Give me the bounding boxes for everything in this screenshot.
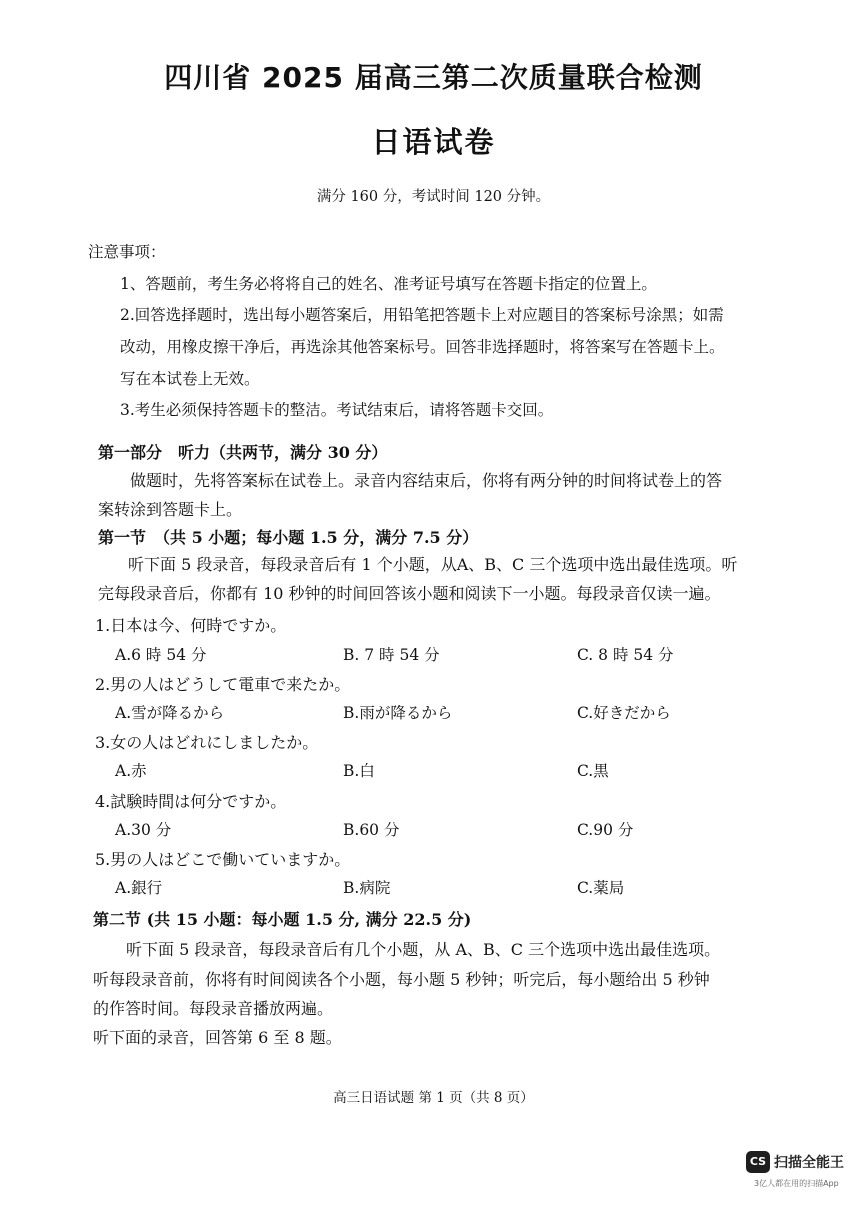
option-a: A.赤 <box>115 762 147 780</box>
scanner-watermark <box>746 1148 861 1218</box>
option-b: B. 7 時 54 分 <box>343 646 440 664</box>
section2-prompt: 听下面的录音，回答第 6 至 8 题。 <box>93 1028 342 1047</box>
notice-heading: 注意事项： <box>88 243 166 261</box>
question-1: 1.日本は今、何時ですか。 <box>95 616 287 635</box>
scanner-tagline: 3亿人都在用的扫描App <box>754 1179 839 1188</box>
section2-heading: 第二节 (共 15 小题：每小题 1.5 分, 满分 22.5 分) <box>93 910 472 929</box>
option-b: B.病院 <box>343 879 391 897</box>
section1-heading: 第一节 （共 5 小题；每小题 1.5 分，满分 7.5 分） <box>98 528 479 547</box>
option-c: C.黒 <box>577 762 609 780</box>
option-b: B.雨が降るから <box>343 704 453 722</box>
exam-subtitle: 日语试卷 <box>371 125 496 159</box>
option-a: A.6 時 54 分 <box>115 646 207 664</box>
notice-item: 3.考生必须保持答题卡的整洁。考试结束后，请将答题卡交回。 <box>120 401 554 419</box>
exam-meta: 满分 160 分，考试时间 120 分钟。 <box>316 189 551 205</box>
option-a: A.銀行 <box>115 879 163 897</box>
scanner-logo-icon: CS <box>746 1151 770 1173</box>
notice-item: 改动，用橡皮擦干净后，再选涂其他答案标号。回答非选择题时，将答案写在答题卡上。 <box>120 338 725 356</box>
question-3: 3.女の人はどれにしましたか。 <box>95 733 319 752</box>
part1-instruction: 做题时，先将答案标在试卷上。录音内容结束后，你将有两分钟的时间将试卷上的答 <box>130 471 723 490</box>
section2-instruction: 的作答时间。每段录音播放两遍。 <box>93 999 334 1018</box>
scanner-name: 扫描全能王 <box>774 1155 844 1171</box>
page-footer: 高三日语试题 第 1 页（共 8 页） <box>333 1090 534 1106</box>
option-c: C.90 分 <box>577 821 634 839</box>
section1-instruction: 听下面 5 段录音，每段录音后有 1 个小题，从A、B、C 三个选项中选出最佳选项。听 <box>128 555 738 574</box>
section2-instruction: 听下面 5 段录音，每段录音后有几个小题，从 A、B、C 三个选项中选出最佳选项。 <box>126 940 721 959</box>
part1-instruction: 案转涂到答题卡上。 <box>98 500 243 519</box>
notice-item: 1、答题前，考生务必将将自己的姓名、准考证号填写在答题卡指定的位置上。 <box>120 275 657 293</box>
option-a: A.雪が降るから <box>115 704 225 722</box>
section1-instruction: 完每段录音后，你都有 10 秒钟的时间回答该小题和阅读下一小题。每段录音仅读一遍。 <box>98 584 721 603</box>
option-c: C.薬局 <box>577 879 625 897</box>
option-b: B.白 <box>343 762 375 780</box>
question-2: 2.男の人はどうして電車で来たか。 <box>95 675 351 694</box>
question-4: 4.試験時間は何分ですか。 <box>95 792 287 811</box>
option-a: A.30 分 <box>115 821 172 839</box>
option-c: C. 8 時 54 分 <box>577 646 674 664</box>
part1-heading: 第一部分 听力（共两节，满分 30 分） <box>98 443 388 462</box>
option-c: C.好きだから <box>577 704 671 722</box>
option-b: B.60 分 <box>343 821 400 839</box>
exam-title: 四川省 2025 届高三第二次质量联合检测 <box>164 61 703 94</box>
notice-item: 写在本试卷上无效。 <box>120 370 260 388</box>
notice-item: 2.回答选择题时，选出每小题答案后，用铅笔把答题卡上对应题目的答案标号涂黑；如需 <box>120 306 724 324</box>
section2-instruction: 听每段录音前，你将有时间阅读各个小题，每小题 5 秒钟；听完后，每小题给出 5 秒钟 <box>93 970 710 989</box>
question-5: 5.男の人はどこで働いていますか。 <box>95 850 351 869</box>
